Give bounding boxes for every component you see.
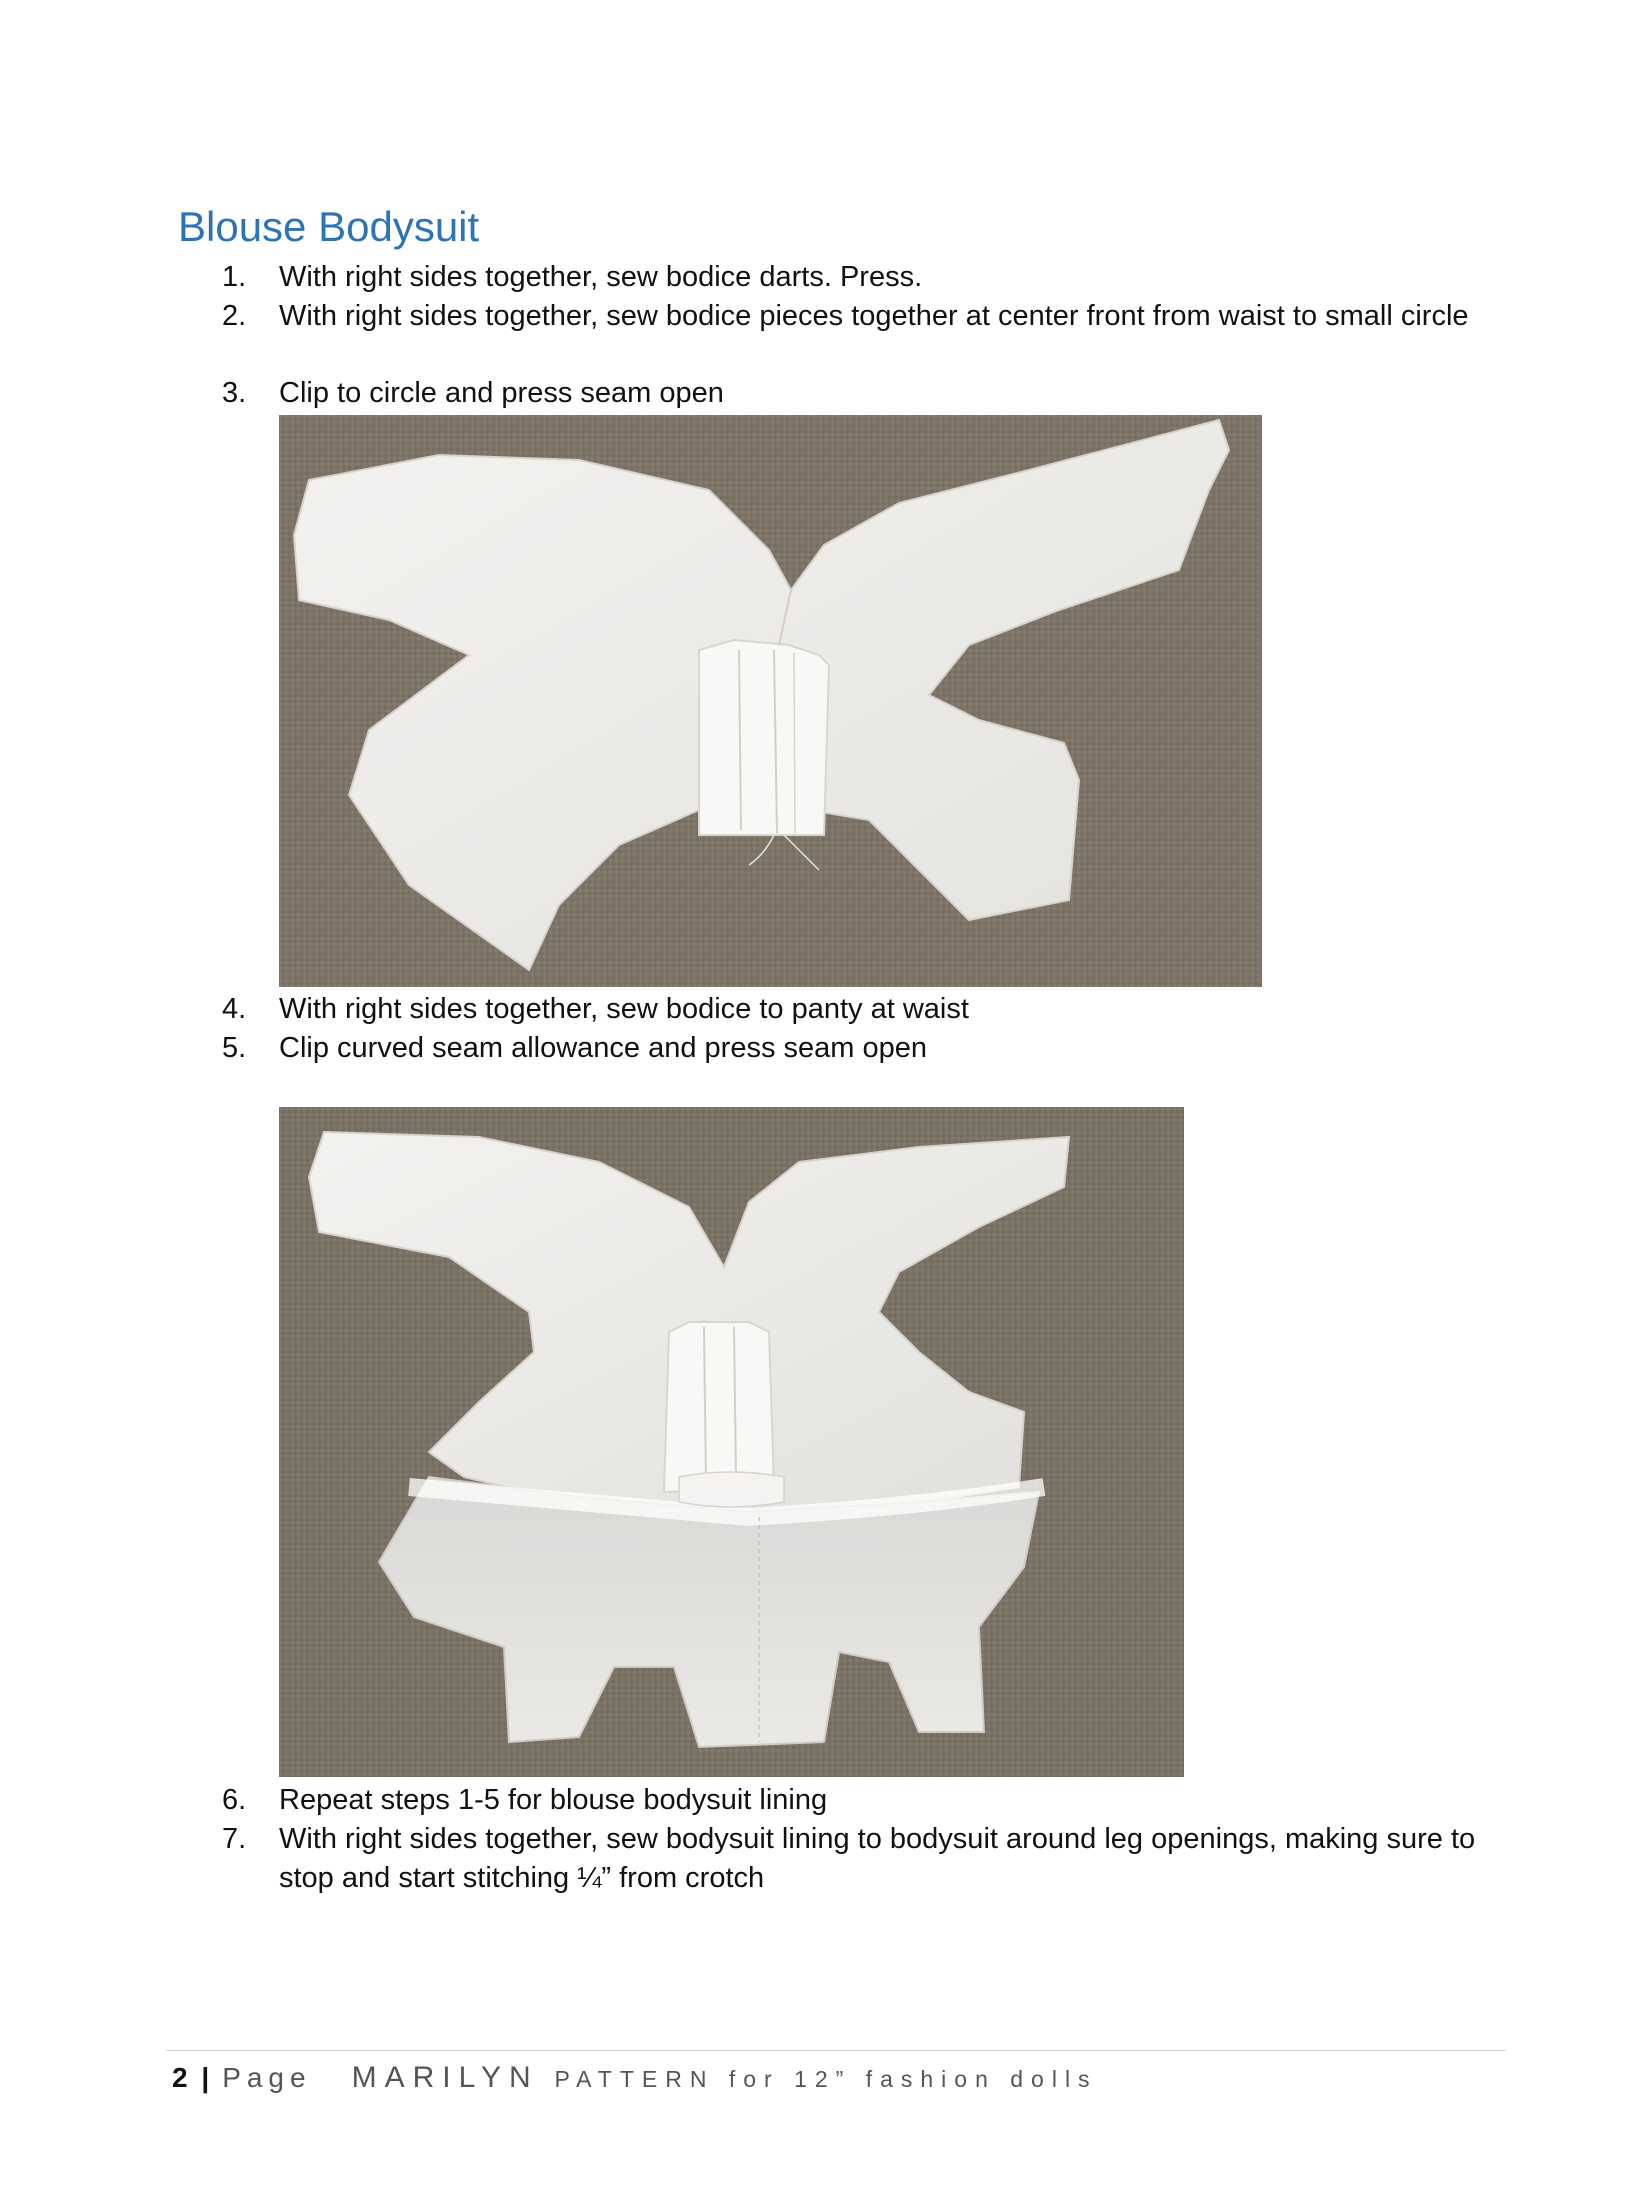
step-number: 4. bbox=[222, 993, 247, 1025]
brand-name: MARILYN bbox=[351, 2061, 539, 2094]
step-item-1 bbox=[222, 258, 1492, 297]
step-number: 3. bbox=[222, 377, 247, 409]
step-text: With right sides together, sew bodysuit lining to bodysuit around leg openings, making sure to stop and start stitching ¼” from crotch bbox=[279, 1823, 1476, 1894]
step-text: With right sides together, sew bodice pieces together at center front from waist to small circle bbox=[279, 300, 1469, 332]
step-item-5 bbox=[222, 1029, 1492, 1068]
step-text: With right sides together, sew bodice to panty at waist bbox=[279, 993, 969, 1025]
step-text: With right sides together, sew bodice darts. Press. bbox=[279, 261, 923, 293]
bodysuit-photo bbox=[279, 1107, 1184, 1777]
page-footer bbox=[172, 2058, 1098, 2099]
footer-brand bbox=[352, 2062, 1098, 2093]
step-item-2 bbox=[222, 297, 1492, 336]
brand-tagline: PATTERN for 12” fashion dolls bbox=[554, 2066, 1098, 2092]
step-item-7 bbox=[222, 1820, 1492, 1897]
step-text: Repeat steps 1-5 for blouse bodysuit lining bbox=[279, 1784, 828, 1816]
section-title: Blouse Bodysuit bbox=[178, 203, 480, 250]
step-item-3 bbox=[222, 374, 1492, 413]
step-item-6 bbox=[222, 1781, 1492, 1820]
step-number: 7. bbox=[222, 1823, 247, 1855]
page-number: 2 | bbox=[172, 2062, 213, 2093]
page-label: Page bbox=[222, 2062, 312, 2093]
step-text: Clip to circle and press seam open bbox=[279, 377, 724, 409]
step-number: 5. bbox=[222, 1032, 247, 1064]
footer-divider bbox=[166, 2050, 1506, 2051]
bodice-photo bbox=[279, 415, 1262, 987]
step-number: 2. bbox=[222, 300, 247, 332]
step-text: Clip curved seam allowance and press seam open bbox=[279, 1032, 928, 1064]
step-number: 6. bbox=[222, 1784, 247, 1816]
step-item-4 bbox=[222, 990, 1492, 1029]
step-number: 1. bbox=[222, 261, 247, 293]
